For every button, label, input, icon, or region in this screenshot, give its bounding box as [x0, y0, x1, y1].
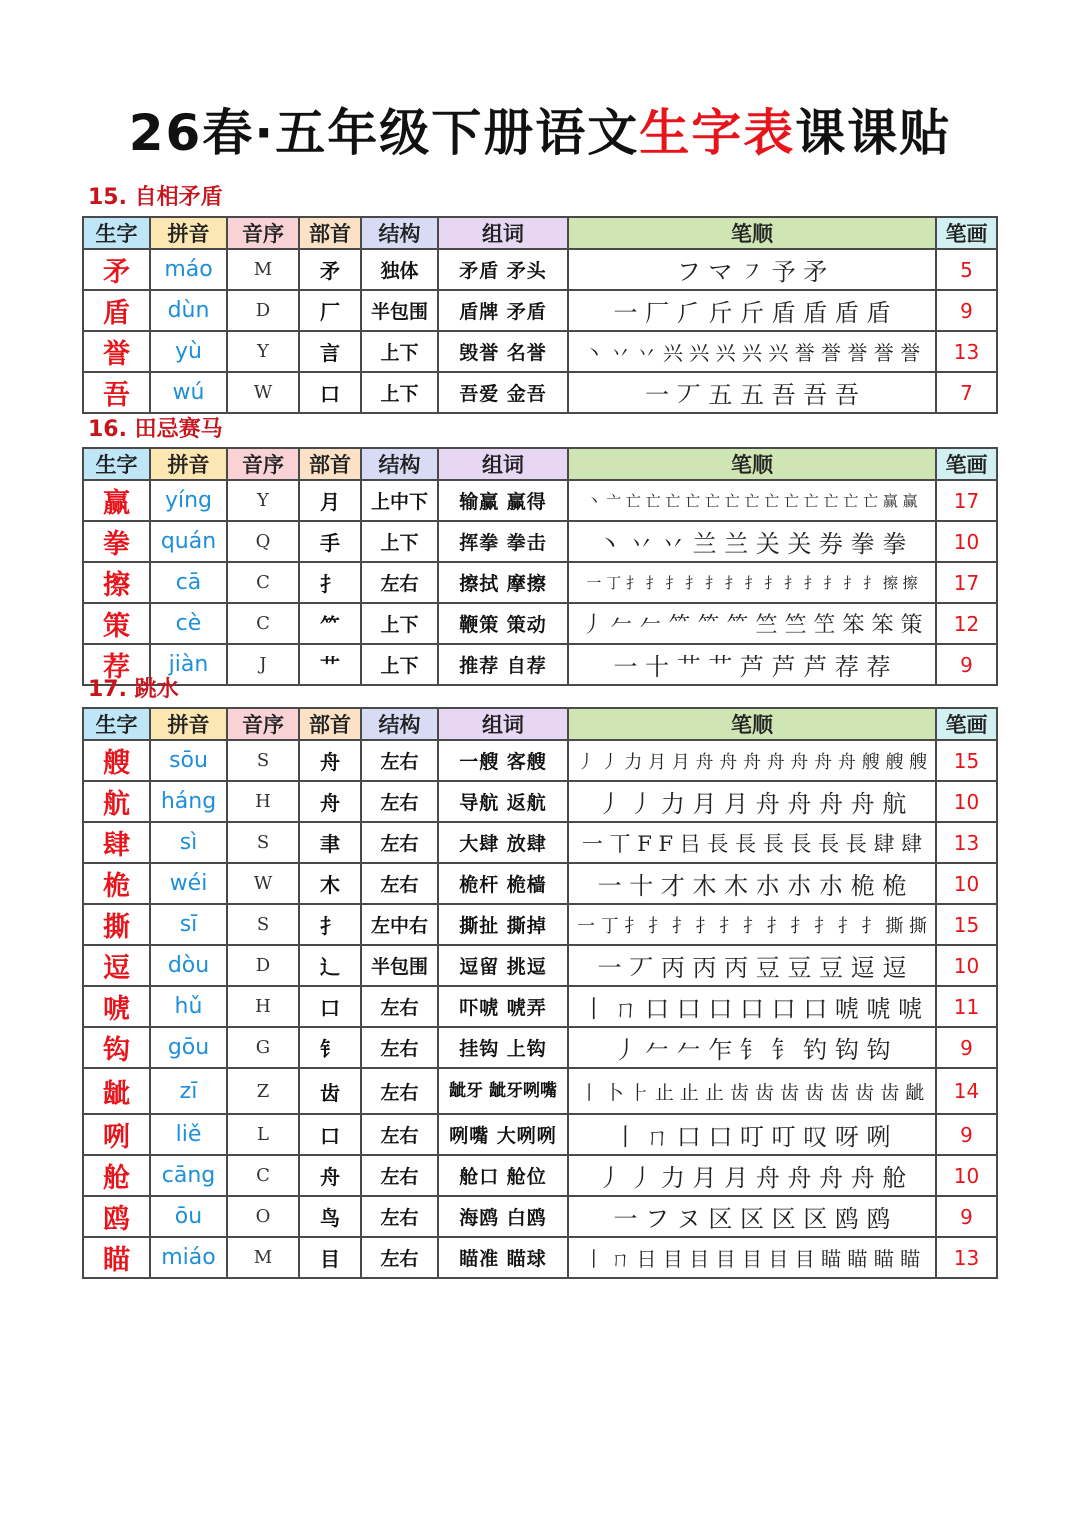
table-row: [83, 603, 997, 644]
cell-char: 瞄: [83, 1237, 150, 1278]
header-count: 笔画: [936, 217, 997, 249]
table-row: [83, 822, 997, 863]
cell-pinyin: quán: [150, 521, 227, 562]
table-row: [83, 1114, 997, 1155]
cell-words: 鞭策 策动: [438, 603, 568, 644]
cell-strokes: [568, 945, 936, 986]
cell-structure: 左右: [361, 822, 438, 863]
cell-radical: 齿: [299, 1068, 361, 1114]
cell-strokes: [568, 1196, 936, 1237]
cell-words: 擦拭 摩擦: [438, 562, 568, 603]
cell-structure: 左右: [361, 562, 438, 603]
cell-char: 盾: [83, 290, 150, 331]
cell-count: 14: [936, 1068, 997, 1114]
cell-radical: 木: [299, 863, 361, 904]
cell-structure: 左右: [361, 1196, 438, 1237]
cell-char: 航: [83, 781, 150, 822]
cell-words: 挥拳 拳击: [438, 521, 568, 562]
header-order: 音序: [227, 708, 299, 740]
cell-order: D: [227, 945, 299, 986]
cell-radical: 聿: [299, 822, 361, 863]
stroke-sequence: 丿 丿 力 月 月 舟 舟 舟 舟 航: [597, 790, 907, 818]
cell-count: 9: [936, 290, 997, 331]
cell-radical: 口: [299, 372, 361, 413]
cell-structure: 上下: [361, 603, 438, 644]
cell-strokes: [568, 986, 936, 1027]
cell-radical: 鸟: [299, 1196, 361, 1237]
header-strokes: 笔顺: [568, 448, 936, 480]
header-words: 组词: [438, 708, 568, 740]
stroke-sequence: 一 フ ヌ 区 区 区 区 鸥 鸥: [613, 1205, 891, 1233]
cell-count: 15: [936, 740, 997, 781]
page-title: [0, 98, 1080, 168]
table-row: [83, 331, 997, 372]
cell-words: 桅杆 桅樯: [438, 863, 568, 904]
cell-strokes: [568, 781, 936, 822]
cell-order: S: [227, 740, 299, 781]
cell-words: 海鸥 白鸥: [438, 1196, 568, 1237]
header-order: 音序: [227, 217, 299, 249]
cell-count: 5: [936, 249, 997, 290]
table-row: [83, 290, 997, 331]
cell-char: 咧: [83, 1114, 150, 1155]
lesson-heading: 15. 自相矛盾: [88, 185, 223, 210]
cell-strokes: [568, 644, 936, 685]
cell-radical: 舟: [299, 1155, 361, 1196]
cell-structure: 左右: [361, 1114, 438, 1155]
header-order: 音序: [227, 448, 299, 480]
cell-order: C: [227, 1155, 299, 1196]
cell-count: 11: [936, 986, 997, 1027]
cell-strokes: [568, 822, 936, 863]
cell-pinyin: háng: [150, 781, 227, 822]
cell-radical: 舟: [299, 740, 361, 781]
title-prefix: 26春·五年级下册语文: [128, 104, 640, 162]
stroke-sequence: 丶 丷 丷 兴 兴 兴 兴 兴 誉 誉 誉 誉 誉: [583, 341, 921, 365]
character-table: [82, 216, 998, 414]
cell-words: 逗留 挑逗: [438, 945, 568, 986]
cell-strokes: [568, 290, 936, 331]
table-row: [83, 863, 997, 904]
stroke-sequence: 一 十 艹 艹 芦 芦 芦 荐 荐: [613, 653, 891, 681]
cell-pinyin: liě: [150, 1114, 227, 1155]
table-row: [83, 740, 997, 781]
cell-order: Q: [227, 521, 299, 562]
cell-structure: 上下: [361, 372, 438, 413]
cell-pinyin: máo: [150, 249, 227, 290]
header-pinyin: 拼音: [150, 217, 227, 249]
header-char: 生字: [83, 448, 150, 480]
table-row: [83, 562, 997, 603]
table-row: [83, 249, 997, 290]
cell-order: G: [227, 1027, 299, 1068]
cell-count: 13: [936, 331, 997, 372]
cell-pinyin: wú: [150, 372, 227, 413]
stroke-sequence: フ マ ㇇ 予 矛: [676, 258, 828, 286]
cell-count: 9: [936, 644, 997, 685]
cell-char: 肆: [83, 822, 150, 863]
header-structure: 结构: [361, 448, 438, 480]
cell-strokes: [568, 562, 936, 603]
cell-char: 拳: [83, 521, 150, 562]
cell-strokes: [568, 1155, 936, 1196]
cell-order: Y: [227, 480, 299, 521]
character-table: [82, 447, 998, 686]
table-row: [83, 1155, 997, 1196]
header-structure: 结构: [361, 217, 438, 249]
cell-order: L: [227, 1114, 299, 1155]
cell-char: 矛: [83, 249, 150, 290]
stroke-sequence: 丶 亠 亡 亡 亡 亡 亡 亡 亡 亡 亡 亡 亡 亡 亡 赢 赢: [586, 492, 918, 510]
cell-char: 舱: [83, 1155, 150, 1196]
cell-words: 龇牙 龇牙咧嘴: [438, 1068, 568, 1114]
header-pinyin: 拼音: [150, 708, 227, 740]
cell-pinyin: cè: [150, 603, 227, 644]
cell-char: 荐: [83, 644, 150, 685]
cell-char: 桅: [83, 863, 150, 904]
cell-order: D: [227, 290, 299, 331]
cell-pinyin: cā: [150, 562, 227, 603]
cell-order: Z: [227, 1068, 299, 1114]
stroke-sequence: 丿 丿 力 月 月 舟 舟 舟 舟 舟 舟 舟 艘 艘 艘: [576, 751, 928, 773]
cell-pinyin: hǔ: [150, 986, 227, 1027]
cell-structure: 上下: [361, 521, 438, 562]
stroke-sequence: 一 厂 ⺁ 斤 斤 盾 盾 盾 盾: [613, 299, 891, 327]
header-char: 生字: [83, 217, 150, 249]
table-header-row: [83, 448, 997, 480]
cell-order: Y: [227, 331, 299, 372]
stroke-sequence: 丨 ㄇ 口 口 口 口 口 口 唬 唬 唬: [581, 995, 923, 1023]
cell-radical: 钅: [299, 1027, 361, 1068]
stroke-sequence: 一 丆 丙 丙 丙 豆 豆 豆 逗 逗: [597, 954, 907, 982]
cell-words: 一艘 客艘: [438, 740, 568, 781]
table-row: [83, 945, 997, 986]
cell-strokes: [568, 372, 936, 413]
cell-structure: 左右: [361, 1237, 438, 1278]
stroke-sequence: 丿 𠂉 𠂉 ⺮ ⺮ ⺮ 竺 竺 笁 笨 笨 策: [581, 613, 923, 638]
cell-pinyin: dùn: [150, 290, 227, 331]
cell-pinyin: yíng: [150, 480, 227, 521]
stroke-sequence: 丶 丷 丷 兰 兰 关 关 券 拳 拳: [597, 530, 907, 558]
stroke-sequence: 一 丅 F F 㠯 長 長 長 長 長 長 肆 肆: [581, 831, 923, 856]
stroke-sequence: 丨 ㄇ 口 口 叮 叮 叹 呀 咧: [613, 1123, 891, 1151]
cell-count: 10: [936, 1155, 997, 1196]
header-count: 笔画: [936, 448, 997, 480]
cell-structure: 独体: [361, 249, 438, 290]
cell-order: C: [227, 562, 299, 603]
cell-order: O: [227, 1196, 299, 1237]
stroke-sequence: 一 丁 扌 扌 扌 扌 扌 扌 扌 扌 扌 扌 扌 扌 扌 擦 擦: [586, 574, 918, 592]
cell-strokes: [568, 1027, 936, 1068]
cell-char: 策: [83, 603, 150, 644]
cell-radical: 月: [299, 480, 361, 521]
cell-radical: 矛: [299, 249, 361, 290]
stroke-sequence: 丿 丿 力 月 月 舟 舟 舟 舟 舱: [597, 1164, 907, 1192]
header-char: 生字: [83, 708, 150, 740]
table-header-row: [83, 708, 997, 740]
lesson-heading: 16. 田忌赛马: [88, 417, 223, 442]
cell-radical: 厂: [299, 290, 361, 331]
cell-structure: 左右: [361, 863, 438, 904]
cell-count: 13: [936, 822, 997, 863]
cell-count: 9: [936, 1196, 997, 1237]
header-structure: 结构: [361, 708, 438, 740]
cell-strokes: [568, 1068, 936, 1114]
cell-structure: 半包围: [361, 290, 438, 331]
header-radical: 部首: [299, 448, 361, 480]
stroke-sequence: 一 丁 扌 扌 扌 扌 扌 扌 扌 扌 扌 扌 扌 撕 撕: [576, 915, 928, 937]
cell-words: 吓唬 唬弄: [438, 986, 568, 1027]
cell-pinyin: dòu: [150, 945, 227, 986]
cell-pinyin: zī: [150, 1068, 227, 1114]
cell-words: 矛盾 矛头: [438, 249, 568, 290]
cell-structure: 左右: [361, 1027, 438, 1068]
title-highlight: 生字表: [639, 104, 796, 162]
cell-count: 13: [936, 1237, 997, 1278]
cell-count: 10: [936, 781, 997, 822]
cell-count: 10: [936, 521, 997, 562]
cell-pinyin: yù: [150, 331, 227, 372]
cell-char: 赢: [83, 480, 150, 521]
cell-order: J: [227, 644, 299, 685]
cell-words: 毁誉 名誉: [438, 331, 568, 372]
cell-strokes: [568, 521, 936, 562]
cell-words: 盾牌 矛盾: [438, 290, 568, 331]
cell-count: 17: [936, 480, 997, 521]
cell-words: 撕扯 撕掉: [438, 904, 568, 945]
title-suffix: 课课贴: [795, 104, 952, 162]
cell-order: M: [227, 249, 299, 290]
cell-radical: 辶: [299, 945, 361, 986]
table-row: [83, 986, 997, 1027]
cell-pinyin: jiàn: [150, 644, 227, 685]
cell-structure: 左右: [361, 1155, 438, 1196]
table-row: [83, 521, 997, 562]
cell-pinyin: sì: [150, 822, 227, 863]
cell-pinyin: ōu: [150, 1196, 227, 1237]
cell-count: 17: [936, 562, 997, 603]
stroke-sequence: 丨 ㄇ 日 目 目 目 目 目 目 瞄 瞄 瞄 瞄: [583, 1247, 921, 1271]
cell-words: 挂钩 上钩: [438, 1027, 568, 1068]
header-strokes: 笔顺: [568, 217, 936, 249]
cell-structure: 左中右: [361, 904, 438, 945]
cell-order: H: [227, 986, 299, 1027]
cell-char: 逗: [83, 945, 150, 986]
cell-structure: 半包围: [361, 945, 438, 986]
cell-words: 瞄准 瞄球: [438, 1237, 568, 1278]
table-row: [83, 904, 997, 945]
cell-radical: 手: [299, 521, 361, 562]
character-table: [82, 707, 998, 1279]
stroke-sequence: 一 丆 五 五 吾 吾 吾: [645, 381, 859, 409]
cell-order: H: [227, 781, 299, 822]
cell-count: 10: [936, 863, 997, 904]
cell-strokes: [568, 331, 936, 372]
cell-strokes: [568, 740, 936, 781]
cell-order: S: [227, 822, 299, 863]
cell-char: 誉: [83, 331, 150, 372]
cell-radical: 口: [299, 986, 361, 1027]
cell-order: M: [227, 1237, 299, 1278]
table-row: [83, 1068, 997, 1114]
table-row: [83, 480, 997, 521]
cell-pinyin: miáo: [150, 1237, 227, 1278]
header-words: 组词: [438, 448, 568, 480]
stroke-sequence: 一 十 才 木 木 朩 朩 朩 桅 桅: [597, 872, 907, 900]
cell-structure: 上下: [361, 331, 438, 372]
table-row: [83, 644, 997, 685]
cell-count: 7: [936, 372, 997, 413]
header-count: 笔画: [936, 708, 997, 740]
cell-strokes: [568, 480, 936, 521]
cell-char: 撕: [83, 904, 150, 945]
cell-pinyin: sōu: [150, 740, 227, 781]
cell-order: S: [227, 904, 299, 945]
cell-words: 舱口 舱位: [438, 1155, 568, 1196]
cell-radical: 扌: [299, 904, 361, 945]
cell-count: 9: [936, 1027, 997, 1068]
cell-char: 龇: [83, 1068, 150, 1114]
cell-structure: 上下: [361, 644, 438, 685]
cell-order: W: [227, 863, 299, 904]
cell-strokes: [568, 1237, 936, 1278]
header-words: 组词: [438, 217, 568, 249]
cell-order: W: [227, 372, 299, 413]
cell-strokes: [568, 249, 936, 290]
table-row: [83, 1196, 997, 1237]
cell-char: 吾: [83, 372, 150, 413]
cell-order: C: [227, 603, 299, 644]
cell-radical: 艹: [299, 644, 361, 685]
cell-count: 10: [936, 945, 997, 986]
cell-structure: 左右: [361, 1068, 438, 1114]
cell-words: 大肆 放肆: [438, 822, 568, 863]
cell-radical: 言: [299, 331, 361, 372]
cell-radical: ⺮: [299, 603, 361, 644]
cell-char: 唬: [83, 986, 150, 1027]
cell-structure: 左右: [361, 986, 438, 1027]
cell-radical: 口: [299, 1114, 361, 1155]
cell-strokes: [568, 1114, 936, 1155]
header-radical: 部首: [299, 708, 361, 740]
cell-pinyin: gōu: [150, 1027, 227, 1068]
header-radical: 部首: [299, 217, 361, 249]
cell-words: 导航 返航: [438, 781, 568, 822]
cell-strokes: [568, 904, 936, 945]
cell-char: 钩: [83, 1027, 150, 1068]
table-row: [83, 1237, 997, 1278]
cell-radical: 目: [299, 1237, 361, 1278]
cell-pinyin: cāng: [150, 1155, 227, 1196]
cell-words: 推荐 自荐: [438, 644, 568, 685]
cell-structure: 左右: [361, 781, 438, 822]
table-row: [83, 1027, 997, 1068]
cell-words: 咧嘴 大咧咧: [438, 1114, 568, 1155]
cell-structure: 左右: [361, 740, 438, 781]
cell-char: 艘: [83, 740, 150, 781]
stroke-sequence: 丿 𠂉 𠂉 乍 钅 钅 钓 钩 钩: [613, 1036, 891, 1064]
cell-words: 输赢 赢得: [438, 480, 568, 521]
table-row: [83, 781, 997, 822]
cell-strokes: [568, 863, 936, 904]
cell-words: 吾爱 金吾: [438, 372, 568, 413]
cell-count: 12: [936, 603, 997, 644]
cell-pinyin: wéi: [150, 863, 227, 904]
header-strokes: 笔顺: [568, 708, 936, 740]
cell-structure: 上中下: [361, 480, 438, 521]
lesson-heading: 17. 跳水: [88, 677, 179, 702]
header-pinyin: 拼音: [150, 448, 227, 480]
cell-char: 擦: [83, 562, 150, 603]
cell-strokes: [568, 603, 936, 644]
stroke-sequence: 丨 卜 ⺊ 止 止 止 齿 齿 齿 齿 齿 齿 齿 龇: [579, 1081, 925, 1104]
cell-count: 9: [936, 1114, 997, 1155]
cell-char: 鸥: [83, 1196, 150, 1237]
cell-radical: 舟: [299, 781, 361, 822]
cell-count: 15: [936, 904, 997, 945]
table-header-row: [83, 217, 997, 249]
cell-pinyin: sī: [150, 904, 227, 945]
cell-radical: 扌: [299, 562, 361, 603]
table-row: [83, 372, 997, 413]
